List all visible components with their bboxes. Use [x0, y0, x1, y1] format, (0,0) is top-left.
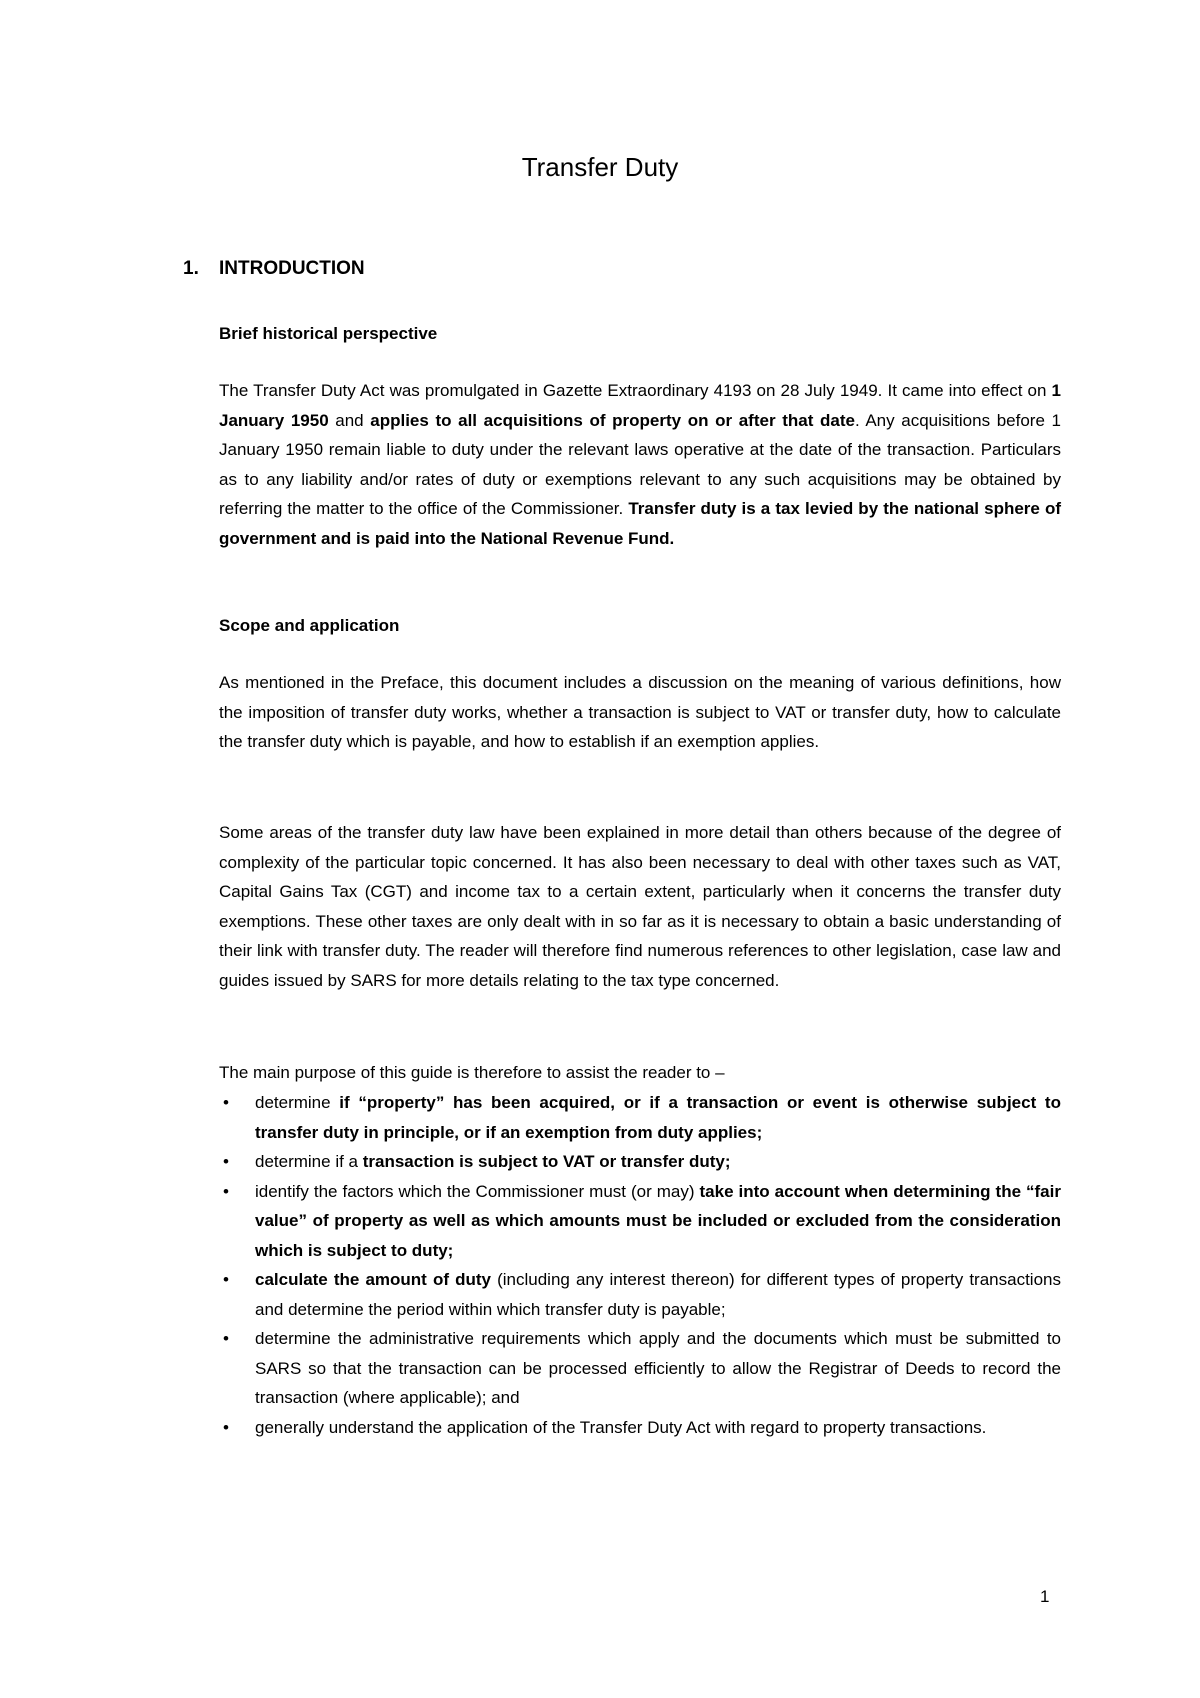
list-item [219, 1147, 1061, 1177]
bullet-glyph: • [223, 1417, 229, 1437]
section-title: INTRODUCTION [219, 258, 365, 279]
bullet-glyph: • [223, 1152, 229, 1171]
historical-applies-bold: applies to all acquisitions of property on or after that date [370, 410, 855, 430]
list-item [219, 1177, 1061, 1266]
list-item-text: generally understand the application of the Transfer Duty Act with regard to property transactions. [255, 1417, 987, 1437]
document-title: Transfer Duty [521, 152, 679, 182]
historical-text-2: and [328, 410, 371, 430]
section-heading [183, 256, 365, 282]
page-number: 1 [1040, 1587, 1050, 1606]
list-item [219, 1413, 1061, 1443]
bullet-glyph: • [223, 1270, 229, 1289]
list-item-text-tail: (including any interest thereon) for different types of property transactions and determine the period within which transfer duty is payable; [255, 1270, 1061, 1319]
paragraph-scope-2: Some areas of the transfer duty law have been explained in more detail than others because of the degree of complexity of the particular topic concerned. It has also been necessary to deal with other taxes such as VAT, Capital Gains Tax (CGT) and income tax to a certain extent, particularly when it concerns the transfer duty exemptions. These other taxes are only dealt with in so far as it is necessary to obtain a basic understanding of their link with transfer duty. The reader will therefore find numerous references to other legislation, case law and guides issued by SARS for more details relating to the tax type concerned. [219, 823, 1061, 990]
list-item-bold: calculate the amount of duty [255, 1270, 491, 1289]
bullet-glyph: • [223, 1093, 229, 1112]
paragraph-scope-3: The main purpose of this guide is therefore to assist the reader to – [219, 1063, 725, 1082]
list-item [219, 1088, 1061, 1147]
purpose-list [219, 1088, 1061, 1442]
bullet-glyph: • [223, 1181, 229, 1201]
list-item-bold: if “property” has been acquired, or if a transaction or event is otherwise subject to transfer duty in principle, or if an exemption from duty applies; [255, 1093, 1061, 1142]
list-item [219, 1265, 1061, 1324]
paragraph-historical [219, 376, 1061, 553]
list-item-bold: take into account when determining the “fair value” of property as well as which amounts must be included or excluded from the consideration which is subject to duty; [255, 1181, 1061, 1260]
historical-text-1: The Transfer Duty Act was promulgated in Gazette Extraordinary 4193 on 28 July 1949. It came into effect on [219, 381, 1052, 400]
bullet-glyph: • [223, 1329, 229, 1348]
list-item-text: determine if a [255, 1152, 363, 1171]
section-number: 1. [183, 258, 199, 279]
subheading-scope: Scope and application [219, 616, 400, 635]
list-item-text: determine the administrative requirements which apply and the documents which must be submitted to SARS so that the transaction can be processed efficiently to allow the Registrar of Deeds to record the transaction (where applicable); and [255, 1329, 1061, 1407]
list-item-text: identify the factors which the Commissioner must (or may) [255, 1181, 700, 1201]
list-item [219, 1324, 1061, 1413]
list-item-text: determine [255, 1093, 340, 1112]
historical-date-bold: 1 January 1950 [219, 381, 1061, 430]
list-item-bold: transaction is subject to VAT or transfer duty; [362, 1152, 731, 1171]
historical-tax-levied-bold: Transfer duty is a tax levied by the national sphere of government and is paid into the National Revenue Fund. [219, 499, 1062, 548]
paragraph-scope-1: As mentioned in the Preface, this document includes a discussion on the meaning of various definitions, how the imposition of transfer duty works, whether a transaction is subject to VAT or transfer duty, how to calculate the transfer duty which is payable, and how to establish if an exemption applies. [219, 673, 1061, 751]
historical-text-3: . Any acquisitions before 1 January 1950 remain liable to duty under the relevant laws operative at the date of the transaction. Particulars as to any liability and/or rates of duty or exemptions relevant to any such acquisitions may be obtained by referring the matter to the office of the Commissioner. [219, 410, 1061, 518]
subheading-brief-historical: Brief historical perspective [219, 324, 438, 343]
